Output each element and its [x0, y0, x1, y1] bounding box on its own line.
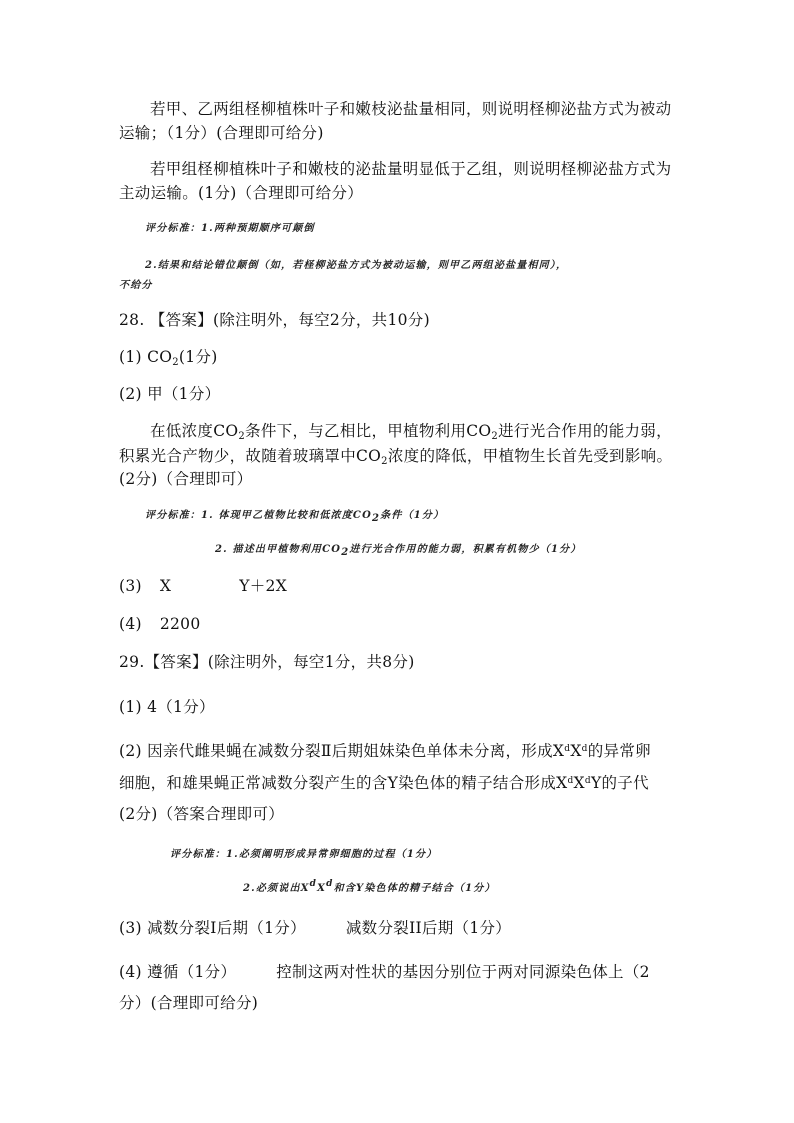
q29-a3-second: 减数分裂II后期（1分） [345, 919, 512, 937]
q28-scoring-note-line2 [215, 543, 582, 557]
q29-note-l2-sup2: d [326, 879, 334, 889]
q28-a1-suffix: (1分) [178, 348, 218, 366]
p2-line2: 主动运输。(1分)（合理即可给分） [119, 184, 364, 202]
q28-explanation-line3: (2分)（合理即可） [119, 470, 253, 488]
q29-answer-1: (1) 4（1分） [119, 698, 215, 716]
q28-a3-num: (3) [119, 577, 142, 595]
q29-answer-4-line1 [119, 962, 650, 982]
q29-a2-l1-sup1: d [564, 744, 571, 754]
q29-a4-l1-a: (4) 遵循（1分） [119, 963, 237, 981]
q29-a2-l2-sup2: d [584, 776, 591, 786]
q29-answer-2-line1 [119, 741, 651, 761]
q28-note-l1-sub: 2 [372, 513, 381, 524]
q29-answer-2-line2 [119, 773, 649, 793]
q28-exp-l1-a: 在低浓度CO [150, 422, 239, 440]
q28-exp-l2-sub: 2 [381, 456, 388, 467]
q29-answer-4-line2: 分）(合理即可给分) [119, 994, 259, 1012]
q28-answer-2: (2) 甲（1分） [119, 385, 221, 403]
q29-answer-2-line3: (2分)（答案合理即可） [119, 805, 285, 823]
q29-answer-3 [119, 918, 511, 938]
q28-note-l1-b: 条件（1分） [380, 510, 445, 521]
q29-a2-l2-b: X [573, 774, 585, 792]
q28-header: 28. 【答案】(除注明外，每空2分，共10分) [119, 311, 430, 329]
scoring-note-1-line3: 不给分 [119, 280, 153, 291]
q28-a3-y: Y＋2X [239, 577, 288, 595]
q28-exp-l2-b: 浓度的降低，甲植物生长首先受到影响。 [387, 447, 673, 465]
scoring-note-1-line2: 2.结果和结论错位颠倒（如，若柽柳泌盐方式为被动运输，则甲乙两组泌盐量相同）， [145, 260, 568, 271]
q28-note-l1-a: 评分标准：1. 体现甲乙植物比较和低浓度CO [145, 510, 372, 521]
p1-line2: 运输；（1分）(合理即可给分) [119, 124, 324, 142]
q29-scoring-note-line1: 评分标准：1.必须阐明形成异常卵细胞的过程（1分） [170, 849, 438, 860]
q29-note-l2-b: X [317, 883, 327, 894]
q29-scoring-note-line2 [243, 879, 496, 896]
q28-exp-l1-c: 进行光合作用的能力弱， [498, 422, 672, 440]
q28-a1-sub: 2 [172, 357, 179, 368]
q29-note-l2-a: 2.必须说出X [243, 883, 310, 894]
q28-exp-l1-b: 条件下，与乙相比，甲植物利用CO [245, 422, 492, 440]
q28-exp-l1-sub2: 2 [491, 431, 499, 442]
q29-a2-l1-b: X [570, 742, 582, 760]
q28-answer-3 [119, 576, 287, 596]
q29-a2-l2-c: Y的子代 [590, 774, 649, 792]
q28-exp-l1-sub1: 2 [238, 431, 246, 442]
q28-a4-value: 2200 [159, 615, 201, 633]
q28-a1-prefix: (1) CO [119, 348, 173, 366]
q28-answer-1 [119, 347, 218, 367]
q29-a2-l2-a: 细胞，和雄果蝇正常减数分裂产生的含Y染色体的精子结合形成X [119, 774, 568, 792]
q28-note-l2-b: 进行光合作用的能力弱，积累有机物少（1分） [349, 544, 582, 555]
q28-note-l2-a: 2. 描述出甲植物利用CO [215, 544, 342, 555]
p1-line1: 若甲、乙两组柽柳植株叶子和嫩枝泌盐量相同，则说明柽柳泌盐方式为被动 [150, 100, 672, 118]
q29-a3-first: (3) 减数分裂Ⅰ后期（1分） [119, 919, 306, 937]
q28-answer-4 [119, 614, 201, 634]
q28-explanation-line1 [150, 421, 672, 441]
q29-note-l2-sup1: d [309, 879, 318, 889]
q29-a4-l1-b: 控制这两对性状的基因分别位于两对同源染色体上（2 [276, 963, 650, 981]
q28-explanation-line2 [119, 446, 672, 466]
q29-a2-l1-c: 的异常卵 [587, 742, 651, 760]
q29-a2-l1-sup2: d [581, 744, 588, 754]
q28-a3-x: X [159, 577, 172, 595]
scoring-note-1-line1: 评分标准：1.两种预期顺序可颠倒 [145, 223, 315, 234]
q28-exp-l2-a: 积累光合产物少，故随着玻璃罩中CO [119, 447, 382, 465]
q29-a2-l1-a: (2) 因亲代雌果蝇在减数分裂Ⅱ后期姐妹染色单体未分离，形成X [119, 742, 565, 760]
q29-a2-l2-sup1: d [567, 776, 574, 786]
q28-note-l2-sub: 2 [341, 547, 350, 558]
q28-a4-num: (4) [119, 615, 142, 633]
q28-scoring-note-line1 [145, 509, 444, 523]
p2-line1: 若甲组柽柳植株叶子和嫩枝的泌盐量明显低于乙组，则说明柽柳泌盐方式为 [150, 160, 672, 178]
q29-header: 29.【答案】(除注明外，每空1分，共8分) [119, 653, 415, 671]
q29-note-l2-c: 和含Y染色体的精子结合（1分） [333, 883, 496, 894]
